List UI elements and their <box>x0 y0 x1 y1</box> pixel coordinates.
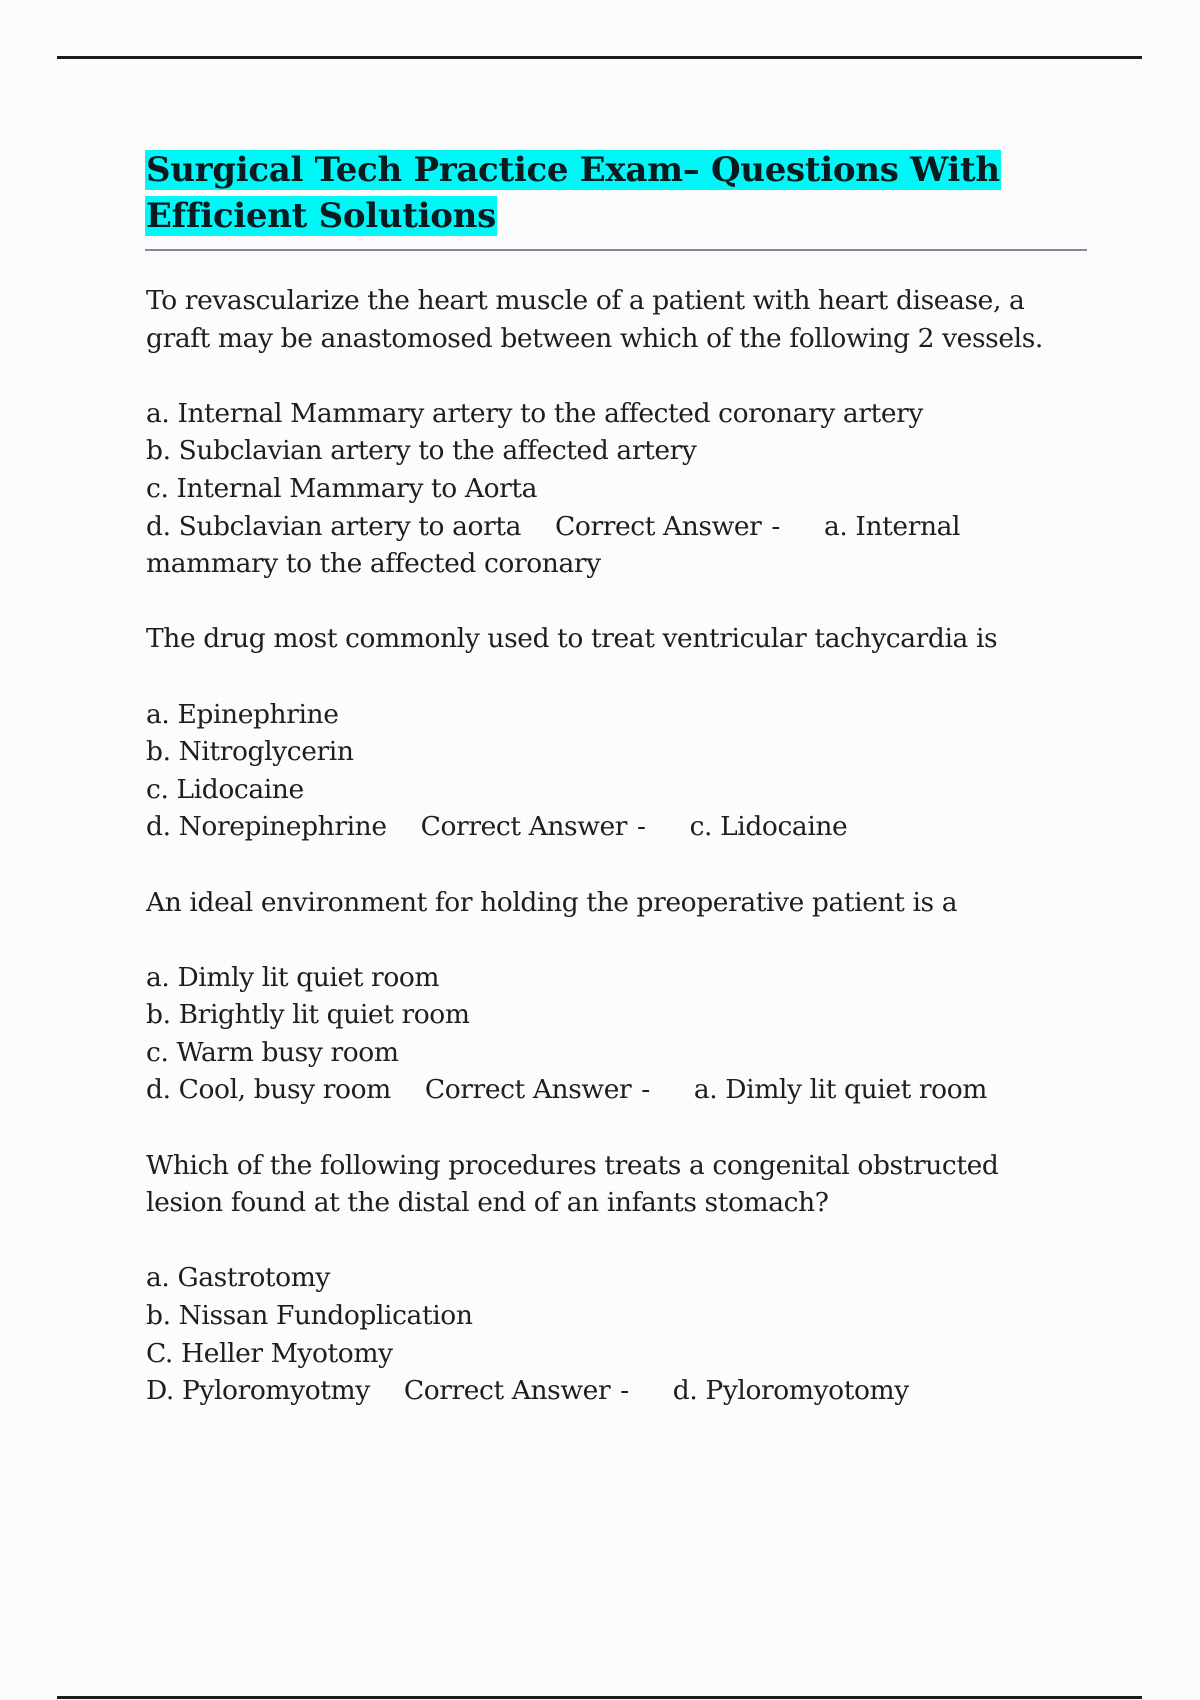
answer-dash: - <box>641 1074 650 1106</box>
question-text <box>146 884 1096 922</box>
correct-answer-continuation: mammary to the affected coronary <box>146 548 601 580</box>
option-b: b. Nissan Fundoplication <box>146 1300 473 1332</box>
option-d-with-answer <box>146 508 1096 546</box>
option-d: D. Pyloromyotmy <box>146 1375 370 1407</box>
option-c: c. Warm busy room <box>146 1036 399 1068</box>
option-b: b. Nitroglycerin <box>146 736 354 768</box>
option-b: b. Brightly lit quiet room <box>146 999 470 1031</box>
option-d: d. Norepinephrine <box>146 811 387 843</box>
correct-answer-value: d. Pyloromyotomy <box>672 1375 909 1407</box>
option-d-with-answer <box>146 1372 1096 1410</box>
correct-answer-label: Correct Answer <box>424 1074 632 1106</box>
question-line: An ideal environment for holding the preoperative patient is a <box>146 886 958 918</box>
title-line-2: Efficient Solutions <box>146 196 496 236</box>
answer-dash: - <box>771 510 780 542</box>
option-list <box>146 1259 1096 1409</box>
correct-answer-label: Correct Answer <box>555 510 762 542</box>
question-line: Which of the following procedures treats a congenital obstructed <box>146 1149 999 1181</box>
question-block-4 <box>146 1147 1096 1410</box>
correct-answer-value: a. Internal <box>823 510 961 542</box>
option-c: C. Heller Myotomy <box>146 1337 393 1369</box>
option-d: d. Cool, busy room <box>146 1074 391 1106</box>
question-text <box>146 1147 1096 1222</box>
option-b: b. Subclavian artery to the affected artery <box>146 435 697 467</box>
page-title <box>145 147 1095 239</box>
question-line: graft may be anastomosed between which of the following 2 vessels. <box>146 322 1043 354</box>
option-d-with-answer <box>146 808 1096 846</box>
correct-answer-label: Correct Answer <box>403 1375 611 1407</box>
correct-answer-label: Correct Answer <box>420 811 628 843</box>
footer-rule <box>57 1696 1142 1699</box>
title-line-1: Surgical Tech Practice Exam– Questions With <box>146 150 1000 190</box>
title-underline <box>145 249 1087 251</box>
option-d: d. Subclavian artery to aorta <box>146 510 522 542</box>
option-a: a. Internal Mammary artery to the affected coronary artery <box>146 397 923 429</box>
header-rule <box>57 56 1142 59</box>
question-text <box>146 282 1096 357</box>
option-c: c. Internal Mammary to Aorta <box>146 472 538 504</box>
answer-dash: - <box>637 811 646 843</box>
question-text <box>146 620 1096 658</box>
option-list <box>146 696 1096 846</box>
option-a: a. Gastrotomy <box>146 1262 330 1294</box>
answer-dash: - <box>620 1375 629 1407</box>
correct-answer-value: c. Lidocaine <box>689 811 848 843</box>
option-c: c. Lidocaine <box>146 773 304 805</box>
question-line: The drug most commonly used to treat ventricular tachycardia is <box>146 623 998 655</box>
question-block-3 <box>146 884 1096 1110</box>
question-list <box>146 282 1096 1410</box>
question-block-1 <box>146 282 1096 583</box>
question-line: lesion found at the distal end of an infants stomach? <box>146 1187 829 1219</box>
option-list <box>146 959 1096 1109</box>
question-block-2 <box>146 620 1096 846</box>
question-line: To revascularize the heart muscle of a patient with heart disease, a <box>146 285 1025 316</box>
option-a: a. Dimly lit quiet room <box>146 961 440 993</box>
option-d-with-answer <box>146 1071 1096 1109</box>
option-a: a. Epinephrine <box>146 698 339 730</box>
correct-answer-value: a. Dimly lit quiet room <box>693 1074 987 1106</box>
option-list <box>146 395 1096 583</box>
